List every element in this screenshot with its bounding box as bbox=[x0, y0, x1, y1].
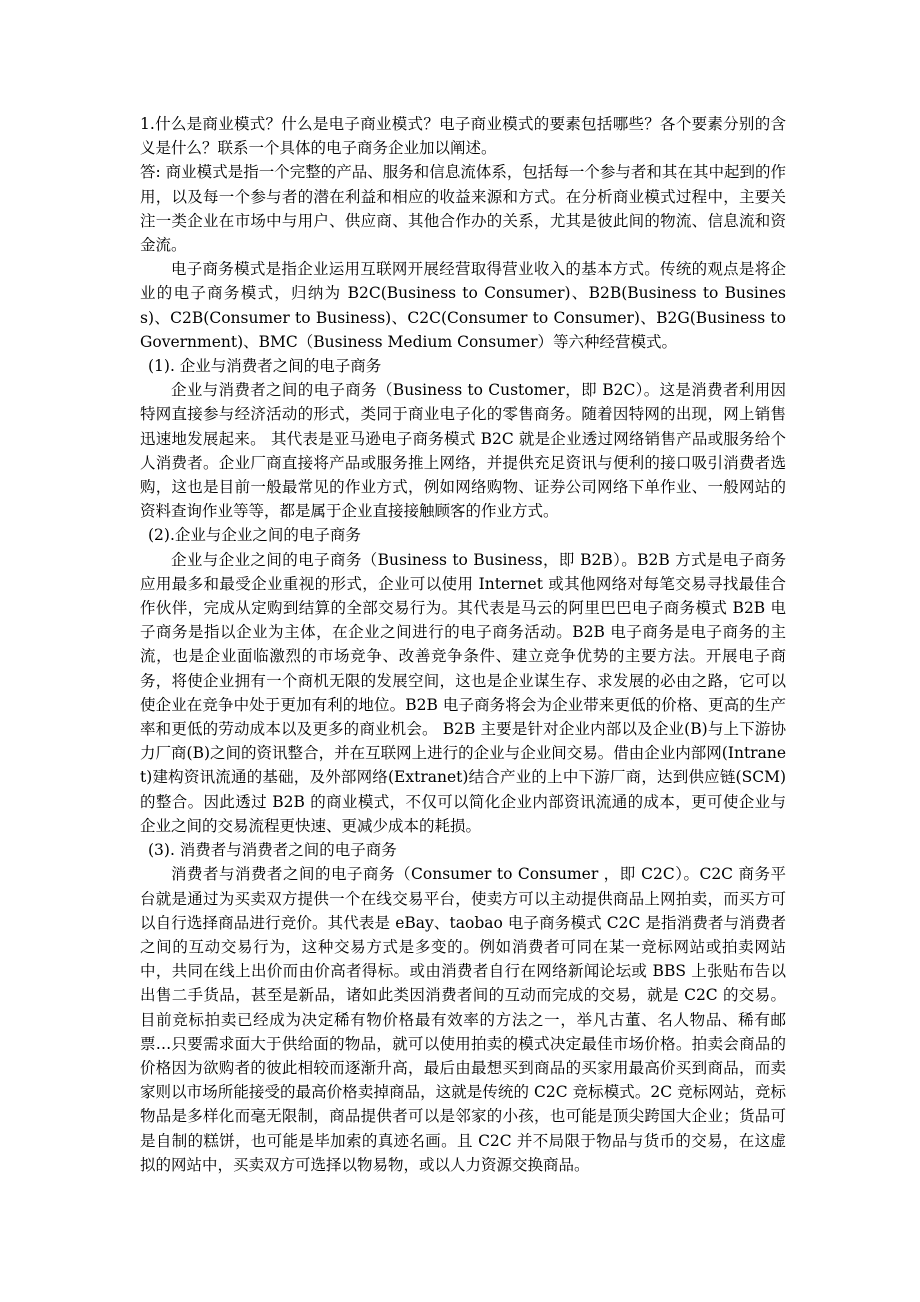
document-page bbox=[140, 112, 786, 1177]
section-heading-b2c: (1). 企业与消费者之间的电子商务 bbox=[148, 357, 382, 376]
question-paragraph: 1.什么是商业模式？什么是电子商业模式？电子商业模式的要素包括哪些？各个要素分别的含义是什么？联系一个具体的电子商务企业加以阐述。 bbox=[140, 115, 786, 158]
ecommerce-definition-paragraph: 电子商务模式是指企业运用互联网开展经营取得营业收入的基本方式。传统的观点是将企业的电子商务模式，归纳为 B2C(Business to Consumer)、B2B(Business to Business)、C2B(Consumer to Business)、C2C(Consumer to Consumer)、B2G(Business to Government)、BMC（Business Medium Consumer）等六种经营模式。 bbox=[140, 260, 786, 351]
answer-intro-paragraph: 答: 商业模式是指一个完整的产品、服务和信息流体系，包括每一个参与者和其在其中起到的作用，以及每一个参与者的潜在利益和相应的收益来源和方式。在分析商业模式过程中，主要关注一类企业在市场中与用户、供应商、其他合作办的关系，尤其是彼此间的物流、信息流和资金流。 bbox=[140, 163, 786, 255]
section-body-b2c: 企业与消费者之间的电子商务（Business to Customer，即 B2C）。这是消费者利用因特网直接参与经济活动的形式，类同于商业电子化的零售商务。随着因特网的出现，网上销售迅速地发展起来。 其代表是亚马逊电子商务模式 B2C 就是企业透过网络销售产品或服务给个人消费者。企业厂商直接将产品或服务推上网络，并提供充足资讯与便利的接口吸引消费者选购，这也是目前一般最常见的作业方式，例如网络购物、证券公司网络下单作业、一般网站的资料查询作业等等，都是属于企业直接接触顾客的作业方式。 bbox=[140, 381, 786, 521]
section-body-c2c: 消费者与消费者之间的电子商务（Consumer to Consumer ，即 C2C）。C2C 商务平台就是通过为买卖双方提供一个在线交易平台，使卖方可以主动提供商品上网拍卖，而买方可以自行选择商品进行竞价。其代表是 eBay、taobao 电子商务模式 C2C 是指消费者与消费者之间的互动交易行为，这种交易方式是多变的。例如消费者可同在某一竞标网站或拍卖网站中，共同在线上出价而由价高者得标。或由消费者自行在网络新闻论坛或 BBS 上张贴布告以出售二手货品，甚至是新品，诸如此类因消费者间的互动而完成的交易，就是 C2C 的交易。 目前竞标拍卖已经成为决定稀有物价格最有效率的方法之一，举凡古董、名人物品、稀有邮票…只要需求面大于供给面的物品，就可以使用拍卖的模式决定最佳市场价格。拍卖会商品的价格因为欲购者的彼此相较而逐渐升高，最后由最想买到商品的买家用最高价买到商品，而卖家则以市场所能接受的最高价格卖掉商品，这就是传统的 C2C 竞标模式。2C 竞标网站，竞标物品是多样化而毫无限制，商品提供者可以是邻家的小孩，也可能是顶尖跨国大企业；货品可是自制的糕饼，也可能是毕加索的真迹名画。且 C2C 并不局限于物品与货币的交易，在这虚拟的网站中，买卖双方可选择以物易物，或以人力资源交换商品。 bbox=[140, 865, 786, 1174]
section-heading-c2c: (3). 消费者与消费者之间的电子商务 bbox=[148, 841, 397, 860]
section-body-b2b: 企业与企业之间的电子商务（Business to Business，即 B2B）。B2B 方式是电子商务应用最多和最受企业重视的形式，企业可以使用 Internet 或其他网络对每笔交易寻找最佳合作伙伴，完成从定购到结算的全部交易行为。其代表是马云的阿里巴巴电子商务模式 B2B 电子商务是指以企业为主体，在企业之间进行的电子商务活动。B2B 电子商务是电子商务的主流，也是企业面临激烈的市场竞争、改善竞争条件、建立竞争优势的主要方法。开展电子商务，将使企业拥有一个商机无限的发展空间，这也是企业谋生存、求发展的必由之路，它可以使企业在竞争中处于更加有利的地位。B2B 电子商务将会为企业带来更低的价格、更高的生产率和更低的劳动成本以及更多的商业机会。 B2B 主要是针对企业内部以及企业(B)与上下游协力厂商(B)之间的资讯整合，并在互联网上进行的企业与企业间交易。借由企业内部网(Intranet)建构资讯流通的基础，及外部网络(Extranet)结合产业的上中下游厂商，达到供应链(SCM)的整合。因此透过 B2B 的商业模式，不仅可以简化企业内部资讯流通的成本，更可使企业与企业之间的交易流程更快速、更减少成本的耗损。 bbox=[140, 550, 786, 835]
section-heading-b2b: (2).企业与企业之间的电子商务 bbox=[148, 526, 361, 545]
